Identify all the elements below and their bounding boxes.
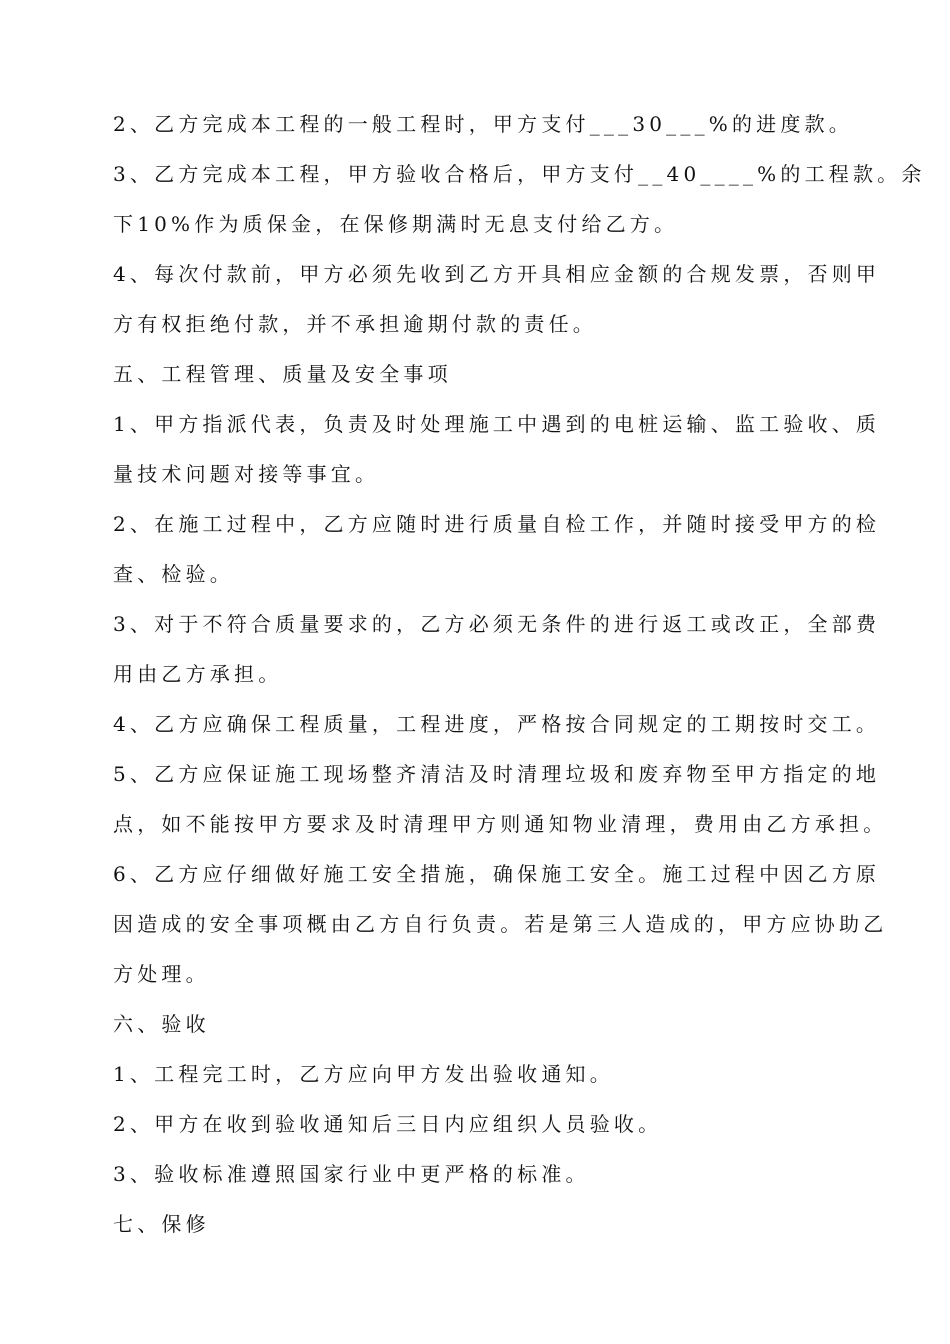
section-heading-management: 五、工程管理、质量及安全事项 xyxy=(113,362,452,386)
section-heading-acceptance: 六、验收 xyxy=(113,1012,210,1036)
payment-clause-3-line-2: 下10%作为质保金，在保修期满时无息支付给乙方。 xyxy=(113,212,679,236)
management-clause-4-line: 4、乙方应确保工程质量，工程进度，严格按合同规定的工期按时交工。 xyxy=(113,712,881,736)
payment-clause-3-line-1: 3、乙方完成本工程，甲方验收合格后，甲方支付__40____%的工程款。余 xyxy=(113,162,926,186)
payment-clause-4-line-2: 方有权拒绝付款，并不承担逾期付款的责任。 xyxy=(113,312,597,336)
management-clause-5-line-1: 5、乙方应保证施工现场整齐清洁及时清理垃圾和废弃物至甲方指定的地 xyxy=(113,762,881,786)
management-clause-6-line-3: 方处理。 xyxy=(113,962,210,986)
management-clause-3-line-2: 用由乙方承担。 xyxy=(113,662,283,686)
management-clause-6-line-2: 因造成的安全事项概由乙方自行负责。若是第三人造成的，甲方应协助乙 xyxy=(113,912,888,936)
management-clause-5-line-2: 点，如不能按甲方要求及时清理甲方则通知物业清理，费用由乙方承担。 xyxy=(113,812,888,836)
management-clause-2-line-1: 2、在施工过程中，乙方应随时进行质量自检工作，并随时接受甲方的检 xyxy=(113,512,881,536)
acceptance-clause-1-line: 1、工程完工时，乙方应向甲方发出验收通知。 xyxy=(113,1062,614,1086)
management-clause-2-line-2: 查、检验。 xyxy=(113,562,234,586)
management-clause-6-line-1: 6、乙方应仔细做好施工安全措施，确保施工安全。施工过程中因乙方原 xyxy=(113,862,881,886)
management-clause-1-line-2: 量技术问题对接等事宜。 xyxy=(113,462,380,486)
document-body xyxy=(113,99,926,1249)
acceptance-clause-2-line: 2、甲方在收到验收通知后三日内应组织人员验收。 xyxy=(113,1112,663,1136)
section-heading-warranty: 七、保修 xyxy=(113,1212,210,1236)
payment-clause-2-line: 2、乙方完成本工程的一般工程时，甲方支付___30___%的进度款。 xyxy=(113,112,853,136)
payment-clause-4-line-1: 4、每次付款前，甲方必须先收到乙方开具相应金额的合规发票，否则甲 xyxy=(113,262,881,286)
acceptance-clause-3-line: 3、验收标准遵照国家行业中更严格的标准。 xyxy=(113,1162,590,1186)
management-clause-3-line-1: 3、对于不符合质量要求的，乙方必须无条件的进行返工或改正，全部费 xyxy=(113,612,881,636)
management-clause-1-line-1: 1、甲方指派代表，负责及时处理施工中遇到的电桩运输、监工验收、质 xyxy=(113,412,881,436)
